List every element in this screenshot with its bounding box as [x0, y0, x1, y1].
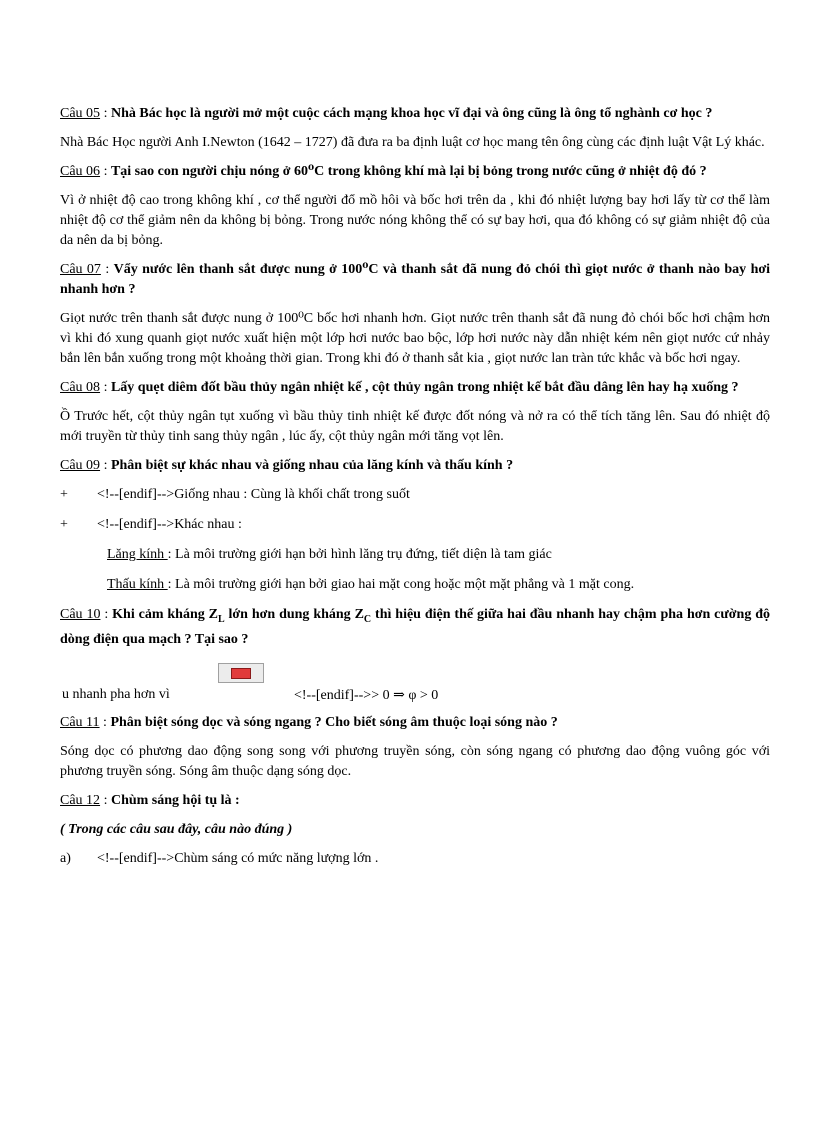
question-08: [60, 378, 770, 398]
question-05: [60, 104, 770, 124]
answer-11: Sóng dọc có phương dao động song song với phương truyền sóng, còn sóng ngang có phương dao động vuông góc với phương truyền sóng. Sóng âm thuộc dạng sóng dọc.: [60, 743, 770, 779]
question-number: Câu 11: [60, 714, 100, 730]
question-text: Phân biệt sự khác nhau và giống nhau của lăng kính và thấu kính ?: [110, 458, 514, 473]
question-number: Câu 08: [60, 380, 101, 395]
item-text: : Là môi trường giới hạn bởi giao hai mặt cong hoặc một mặt phẳng và 1 mặt cong.: [167, 577, 635, 592]
answer-10-right: <!--[endif]-->> 0 ⇒ φ > 0: [294, 687, 439, 703]
question-text-part: thì hiệu điện thế giữa hai đầu nhanh hay chậm pha hơn cường độ dòng điện qua mạch ? Tại sao ?: [60, 607, 770, 647]
answer-10-left: u nhanh pha hơn vì: [62, 686, 170, 702]
separator: :: [100, 106, 111, 121]
option-mark: a): [60, 850, 71, 866]
question-09: [60, 456, 770, 476]
question-number: Câu 09: [60, 458, 101, 473]
question-06: [60, 162, 770, 182]
option-a: [60, 849, 770, 869]
bullet-mark: +: [60, 487, 68, 502]
separator: :: [100, 262, 114, 277]
answer-08: Ồ Trước hết, cột thủy ngân tụt xuống vì bầu thủy tinh nhiệt kế được đốt nóng và nở ra có thể tích tăng lên. Sau đó nhiệt độ mới truyền từ thủy tinh sang thủy ngân , lúc ấy, cột thủy ngân mới tăng vọt lên.: [60, 409, 770, 444]
broken-image-icon: [218, 663, 264, 683]
question-number: Câu 07: [60, 262, 101, 277]
separator: :: [100, 164, 111, 179]
question-12-note: ( Trong các câu sau đây, câu nào đúng ): [60, 821, 293, 837]
question-text: Vẩy nước lên thanh sắt được nung ở 100⁰C và thanh sắt đã nung đỏ chói thì giọt nước ở thanh nào bay hơi nhanh hơn ?: [60, 262, 770, 297]
question-text: Chùm sáng hội tụ là :: [110, 792, 240, 808]
separator: :: [99, 714, 111, 730]
term-lens: Thấu kính: [107, 577, 168, 592]
question-number: Câu 12: [60, 792, 101, 808]
item-lens: [107, 575, 770, 595]
question-number: Câu 05: [60, 106, 101, 121]
answer-06: Vì ở nhiệt độ cao trong không khí , cơ thể người đổ mồ hôi và bốc hơi trên da , khi đó nhiệt lượng bay hơi lấy từ cơ thể làm nhiệt độ cơ thể giảm nên da không bị bỏng. Trong nước nóng không thể có sự bay hơi, qua đó không có sự giảm nhiệt độ của da nên da bị bỏng.: [60, 193, 770, 248]
option-text: <!--[endif]-->Chùm sáng có mức năng lượng lớn .: [97, 850, 379, 866]
question-text-part: Khi cảm kháng Z: [112, 607, 218, 622]
item-text: : Là môi trường giới hạn bởi hình lăng trụ đứng, tiết diện là tam giác: [167, 547, 552, 562]
subscript-c: C: [363, 613, 372, 625]
question-text: Nhà Bác học là người mở một cuộc cách mạng khoa học vĩ đại và ông cũng là ông tổ nghành cơ học ?: [110, 106, 713, 121]
bullet-difference: [60, 515, 770, 535]
question-10: [60, 605, 770, 650]
bullet-similarity: [60, 485, 770, 505]
answer-05: Nhà Bác Học người Anh I.Newton (1642 – 1727) đã đưa ra ba định luật cơ học mang tên ông cùng các định luật Vật Lý khác.: [60, 135, 765, 150]
bullet-text: <!--[endif]-->Giống nhau : Cùng là khối chất trong suốt: [97, 487, 410, 502]
question-07: [60, 260, 770, 300]
question-11: [60, 713, 770, 733]
subscript-l: L: [217, 613, 225, 625]
separator: :: [100, 458, 111, 473]
document-page: [60, 104, 770, 879]
question-text: Phân biệt sóng dọc và sóng ngang ? Cho biết sóng âm thuộc loại sóng nào ?: [110, 714, 558, 730]
question-number: Câu 06: [60, 164, 101, 179]
term-prism: Lăng kính: [107, 547, 168, 562]
bullet-text: <!--[endif]-->Khác nhau :: [97, 517, 242, 532]
answer-07: Giọt nước trên thanh sắt được nung ở 100⁰C bốc hơi nhanh hơn. Giọt nước trên thanh sắt đã nung đỏ chói bốc hơi chậm hơn vì khi đó xung quanh giọt nước xuất hiện một lớp hơi nước bao bộc, lớp hơi nước này dẫn nhiệt kém nên giọt nước cứ nhảy bắn lên bắn xuống trong một khoảng thời gian. Trong khi đó ở thanh sắt kia , giọt nước lan tràn tức khắc và bốc hơi ngay.: [60, 311, 770, 366]
separator: :: [100, 380, 111, 395]
question-text-part: lớn hơn dung kháng Z: [224, 607, 364, 622]
question-text: Tại sao con người chịu nóng ở 60⁰C trong không khí mà lại bị bỏng trong nước cũng ở nhiệt độ đó ?: [110, 164, 707, 179]
bullet-mark: +: [60, 517, 68, 532]
separator: :: [100, 607, 113, 622]
separator: :: [100, 792, 111, 808]
question-12: [60, 791, 770, 811]
question-number: Câu 10: [60, 607, 101, 622]
item-prism: [107, 545, 770, 565]
answer-10: [60, 659, 770, 709]
question-text: Lấy quẹt diêm đốt bầu thủy ngân nhiệt kế , cột thủy ngân trong nhiệt kế bắt đầu dâng lên hay hạ xuống ?: [110, 380, 739, 395]
